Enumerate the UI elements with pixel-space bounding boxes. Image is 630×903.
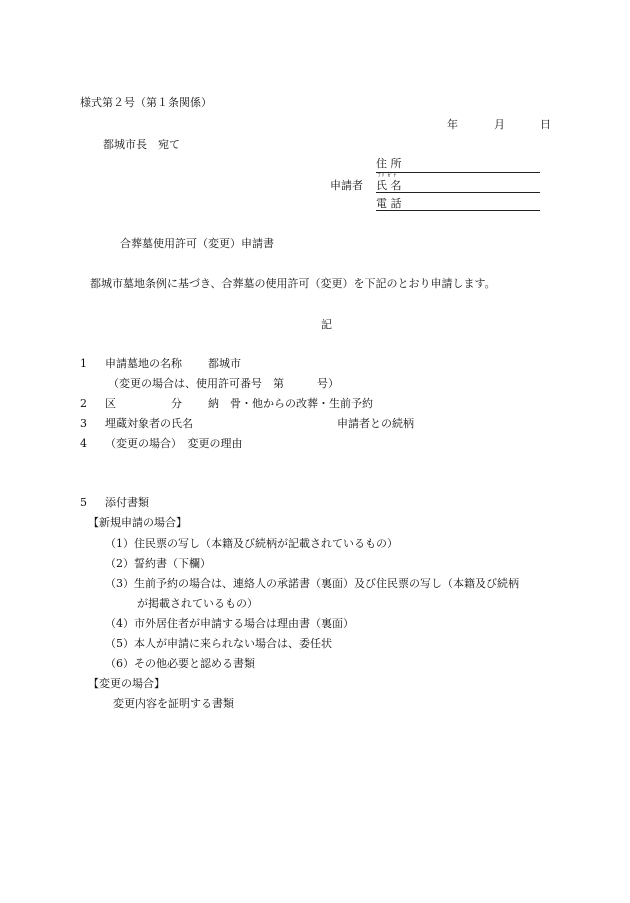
item3-number: 3: [80, 417, 87, 430]
phone-underline: [376, 210, 540, 211]
address-underline: [376, 172, 540, 173]
name-underline: [376, 192, 540, 193]
item2-number: 2: [80, 397, 87, 410]
form-number: 様式第２号（第１条関係）: [80, 96, 212, 109]
applicant-label: 申請者: [330, 179, 363, 192]
date-month-label: 月: [494, 118, 505, 131]
new-doc-item: （5）本人が申請に来られない場合は、委任状: [105, 637, 332, 650]
change-heading: 【変更の場合】: [88, 677, 165, 690]
new-doc-item: （4）市外居住者が申請する場合は理由書（裏面）: [105, 617, 354, 630]
item1-number: 1: [80, 357, 87, 370]
intro-text: 都城市墓地条例に基づき、合葬墓の使用許可（変更）を下記のとおり申請します。: [90, 277, 496, 290]
new-doc-item: （2）誓約書（下欄）: [105, 557, 211, 570]
document-title: 合葬墓使用許可（変更）申請書: [120, 237, 274, 250]
name-ruby: ﾌﾘ ｶﾞﾅ: [378, 173, 398, 179]
item5-label: 添付書類: [105, 496, 149, 509]
new-doc-item: （3）生前予約の場合は、連絡人の承諾書（裏面）及び住民票の写し（本籍及び続柄: [105, 577, 519, 590]
addressee: 都城市長 宛て: [103, 138, 180, 151]
item1-value: 都城市: [208, 357, 241, 370]
item4-number: 4: [80, 437, 87, 450]
name-label: 氏 名: [376, 179, 402, 192]
date-day-label: 日: [540, 118, 551, 131]
new-doc-item-continuation: が掲載されているもの）: [137, 597, 258, 610]
address-label: 住 所: [376, 157, 402, 170]
phone-label: 電 話: [376, 197, 402, 210]
new-doc-item: （1）住民票の写し（本籍及び続柄が記載されているもの）: [105, 537, 398, 550]
item1-sub: （変更の場合は、使用許可番号 第 号）: [108, 377, 339, 390]
item3-relation: 申請者との続柄: [337, 417, 414, 430]
new-doc-item: （6）その他必要と認める書類: [105, 657, 255, 670]
item5-number: 5: [80, 496, 87, 509]
item2-label: 区 分: [105, 397, 182, 410]
change-doc: 変更内容を証明する書類: [113, 697, 234, 710]
item1-label: 申請墓地の名称: [105, 357, 182, 370]
item2-value: 納 骨・他からの改葬・生前予約: [208, 397, 373, 410]
date-year-label: 年: [447, 118, 458, 131]
new-application-heading: 【新規申請の場合】: [88, 516, 187, 529]
ki-heading: 記: [321, 318, 332, 331]
item4-label: （変更の場合） 変更の理由: [105, 437, 243, 450]
item3-label: 埋蔵対象者の氏名: [105, 417, 193, 430]
